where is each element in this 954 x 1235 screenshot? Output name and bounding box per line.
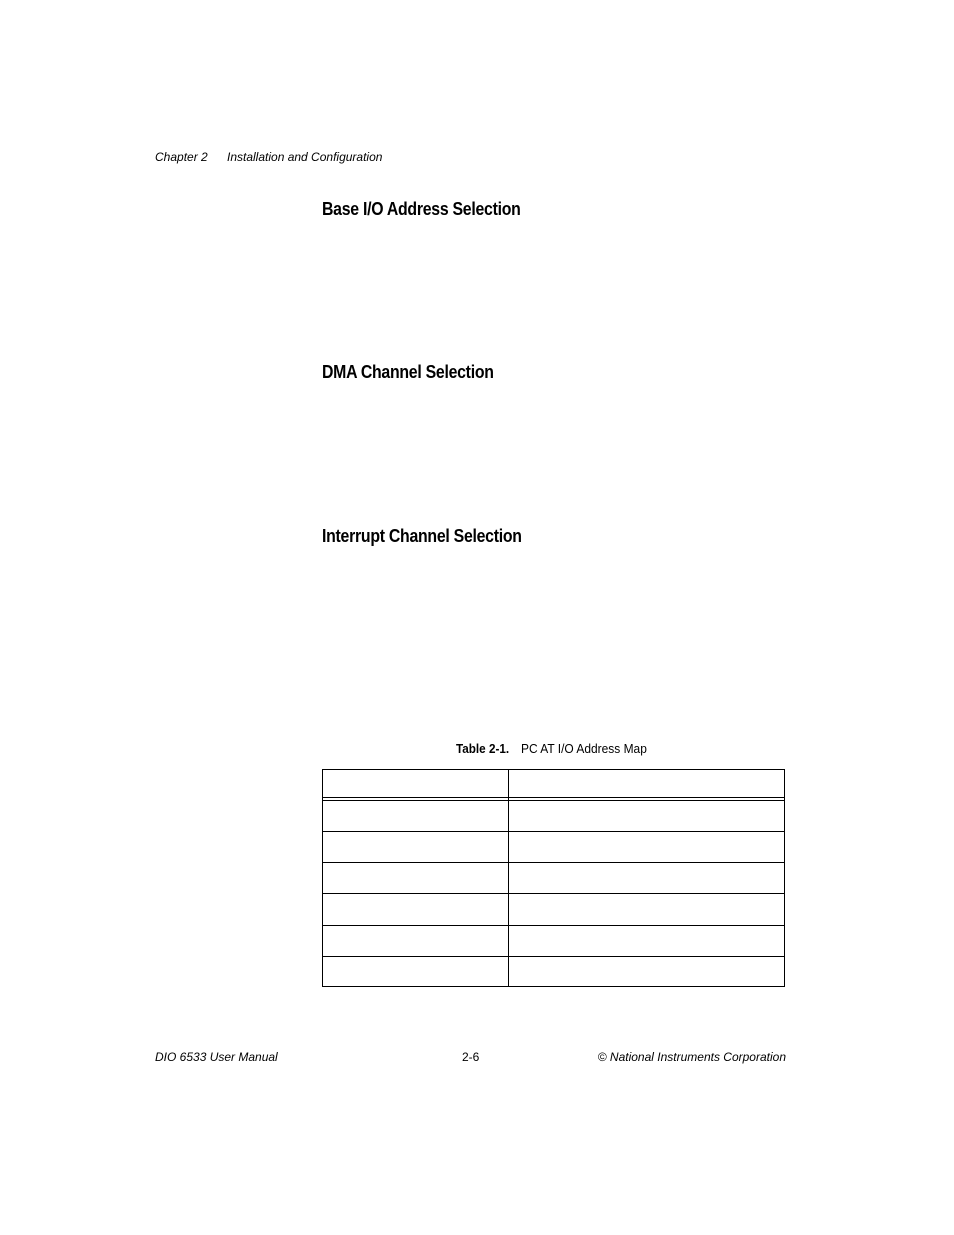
table-row-rule (323, 925, 784, 926)
table-column-divider (508, 770, 509, 986)
footer-manual-title: DIO 6533 User Manual (155, 1050, 278, 1064)
running-header (155, 150, 382, 164)
io-address-map-table (322, 769, 785, 987)
table-row-rule (323, 956, 784, 957)
table-caption-title: PC AT I/O Address Map (520, 741, 647, 756)
table-row-rule (323, 862, 784, 863)
chapter-title: Installation and Configuration (227, 150, 383, 164)
heading-interrupt-channel-selection: Interrupt Channel Selection (322, 526, 522, 546)
heading-base-io-address-selection: Base I/O Address Selection (322, 199, 521, 219)
footer-page-number: 2-6 (462, 1050, 480, 1064)
table-caption-label: Table 2-1. (456, 741, 510, 756)
table-header-rule (323, 797, 784, 801)
table-row-rule (323, 893, 784, 894)
table-caption (456, 741, 657, 756)
heading-dma-channel-selection: DMA Channel Selection (322, 362, 494, 382)
chapter-label: Chapter 2 (155, 150, 208, 164)
table-row-rule (323, 831, 784, 832)
footer-copyright: © National Instruments Corporation (597, 1050, 786, 1064)
